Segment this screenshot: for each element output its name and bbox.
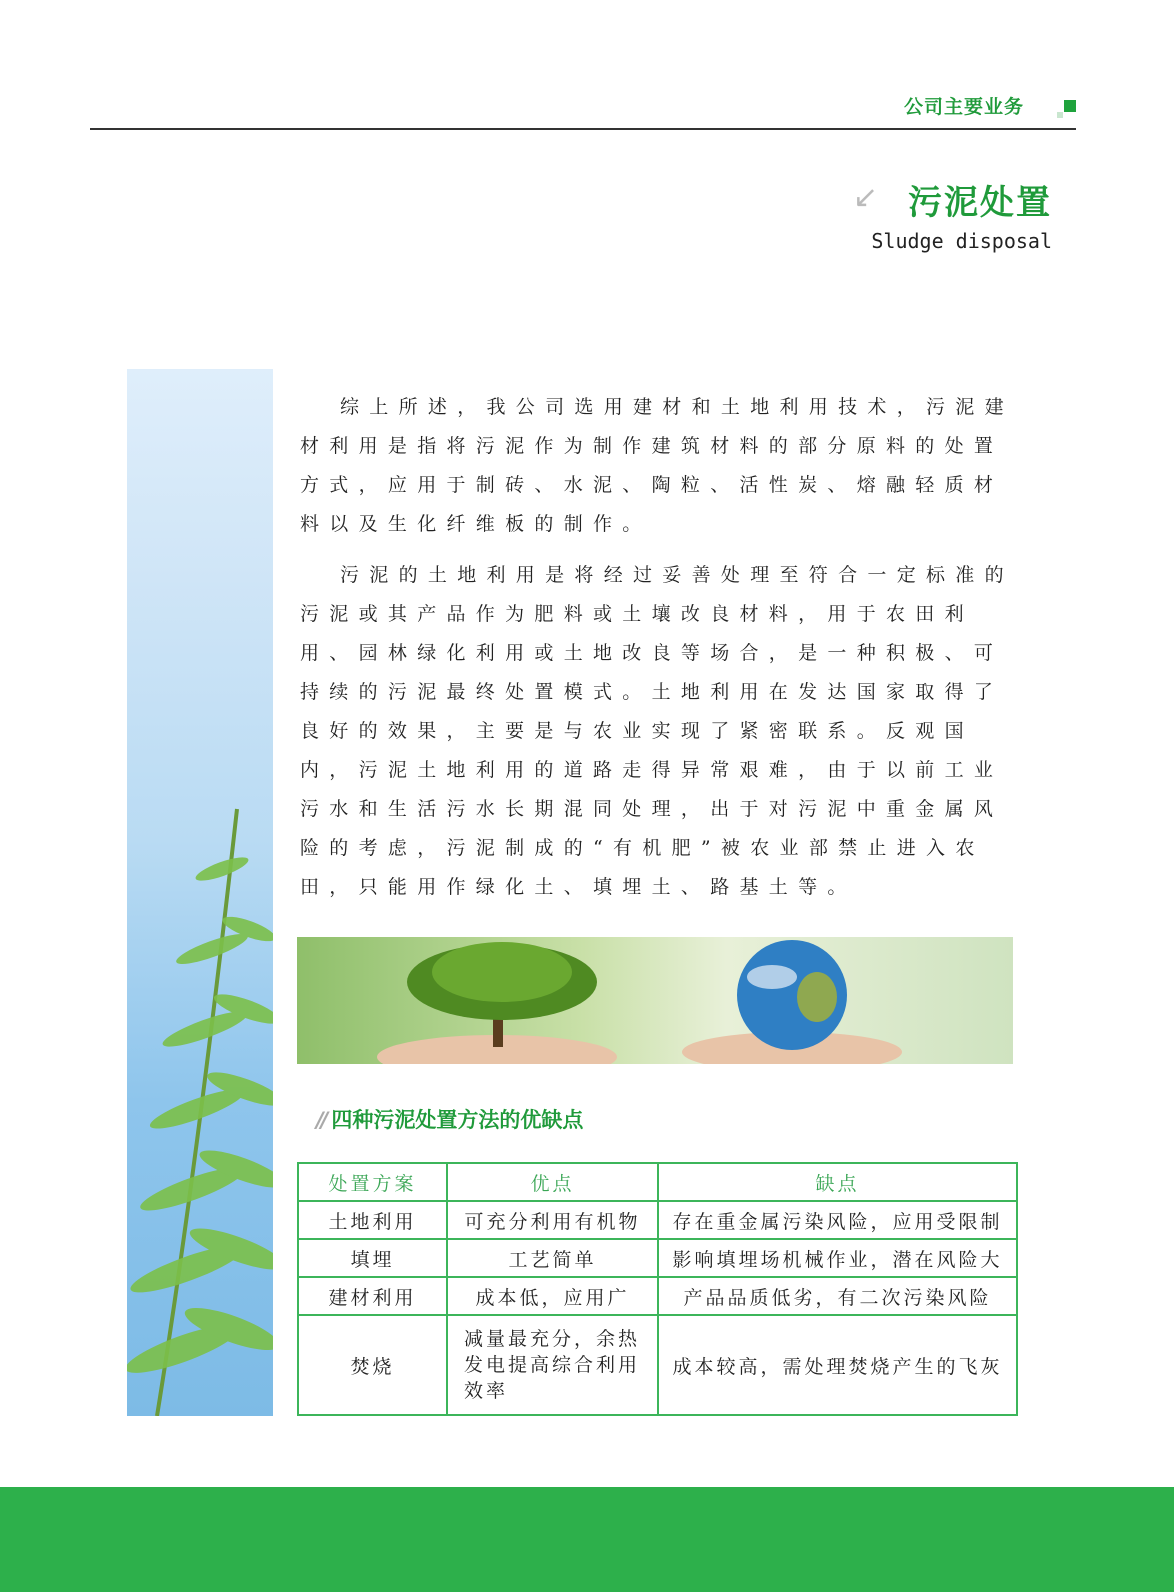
section-label: 公司主要业务 (903, 96, 1024, 118)
table-row (298, 1277, 1017, 1315)
header-divider (90, 128, 1076, 130)
cell: 减量最充分，余热发电提高综合利用效率 (447, 1315, 658, 1415)
cell: 成本低，应用广 (447, 1277, 658, 1315)
footer-band (0, 1487, 1174, 1592)
section-square-small-icon (1057, 112, 1063, 118)
cell: 填埋 (298, 1239, 447, 1277)
tree-and-globe-image (297, 937, 1013, 1064)
header-cell: 缺点 (658, 1163, 1017, 1201)
cell: 存在重金属污染风险，应用受限制 (658, 1201, 1017, 1239)
comparison-table (297, 1162, 1018, 1416)
table-row (298, 1239, 1017, 1277)
header-cell: 处置方案 (298, 1163, 447, 1201)
fern-image (127, 369, 273, 1416)
double-slash-icon: // (316, 1108, 326, 1132)
cell: 焚烧 (298, 1315, 447, 1415)
cell: 建材利用 (298, 1277, 447, 1315)
table-row (298, 1201, 1017, 1239)
table-header-row (298, 1163, 1017, 1201)
table-title: 四种污泥处置方法的优缺点 (331, 1108, 584, 1132)
cell: 工艺简单 (447, 1239, 658, 1277)
cell: 产品品质低劣，有二次污染风险 (658, 1277, 1017, 1315)
cell: 土地利用 (298, 1201, 447, 1239)
table-row (298, 1315, 1017, 1415)
cell: 可充分利用有机物 (447, 1201, 658, 1239)
body-text (300, 388, 1022, 919)
arrow-down-left-icon: ↙ (853, 180, 879, 215)
page-subtitle: Sludge disposal (871, 229, 1052, 253)
paragraph: 综上所述，我公司选用建材和土地利用技术，污泥建材利用是指将污泥作为制作建筑材料的部分原料的处置方式，应用于制砖、水泥、陶粒、活性炭、熔融轻质材料以及生化纤维板的制作。 (300, 396, 1014, 535)
paragraph: 污泥的土地利用是将经过妥善处理至符合一定标准的污泥或其产品作为肥料或土壤改良材料，用于农田利用、园林绿化利用或土地改良等场合，是一种积极、可持续的污泥最终处置模式。土地利用在发达国家取得了良好的效果，主要是与农业实现了紧密联系。反观国内，污泥土地利用的道路走得异常艰难，由于以前工业污水和生活污水长期混同处理，出于对污泥中重金属风险的考虑，污泥制成的“有机肥”被农业部禁止进入农田，只能用作绿化土、填埋土、路基土等。 (300, 564, 1014, 898)
cell: 成本较高，需处理焚烧产生的飞灰 (658, 1315, 1017, 1415)
table-heading (316, 1104, 583, 1134)
section-square-icon (1064, 100, 1076, 112)
header-cell: 优点 (447, 1163, 658, 1201)
cell: 影响填埋场机械作业，潜在风险大 (658, 1239, 1017, 1277)
page-title: 污泥处置 (908, 183, 1052, 223)
